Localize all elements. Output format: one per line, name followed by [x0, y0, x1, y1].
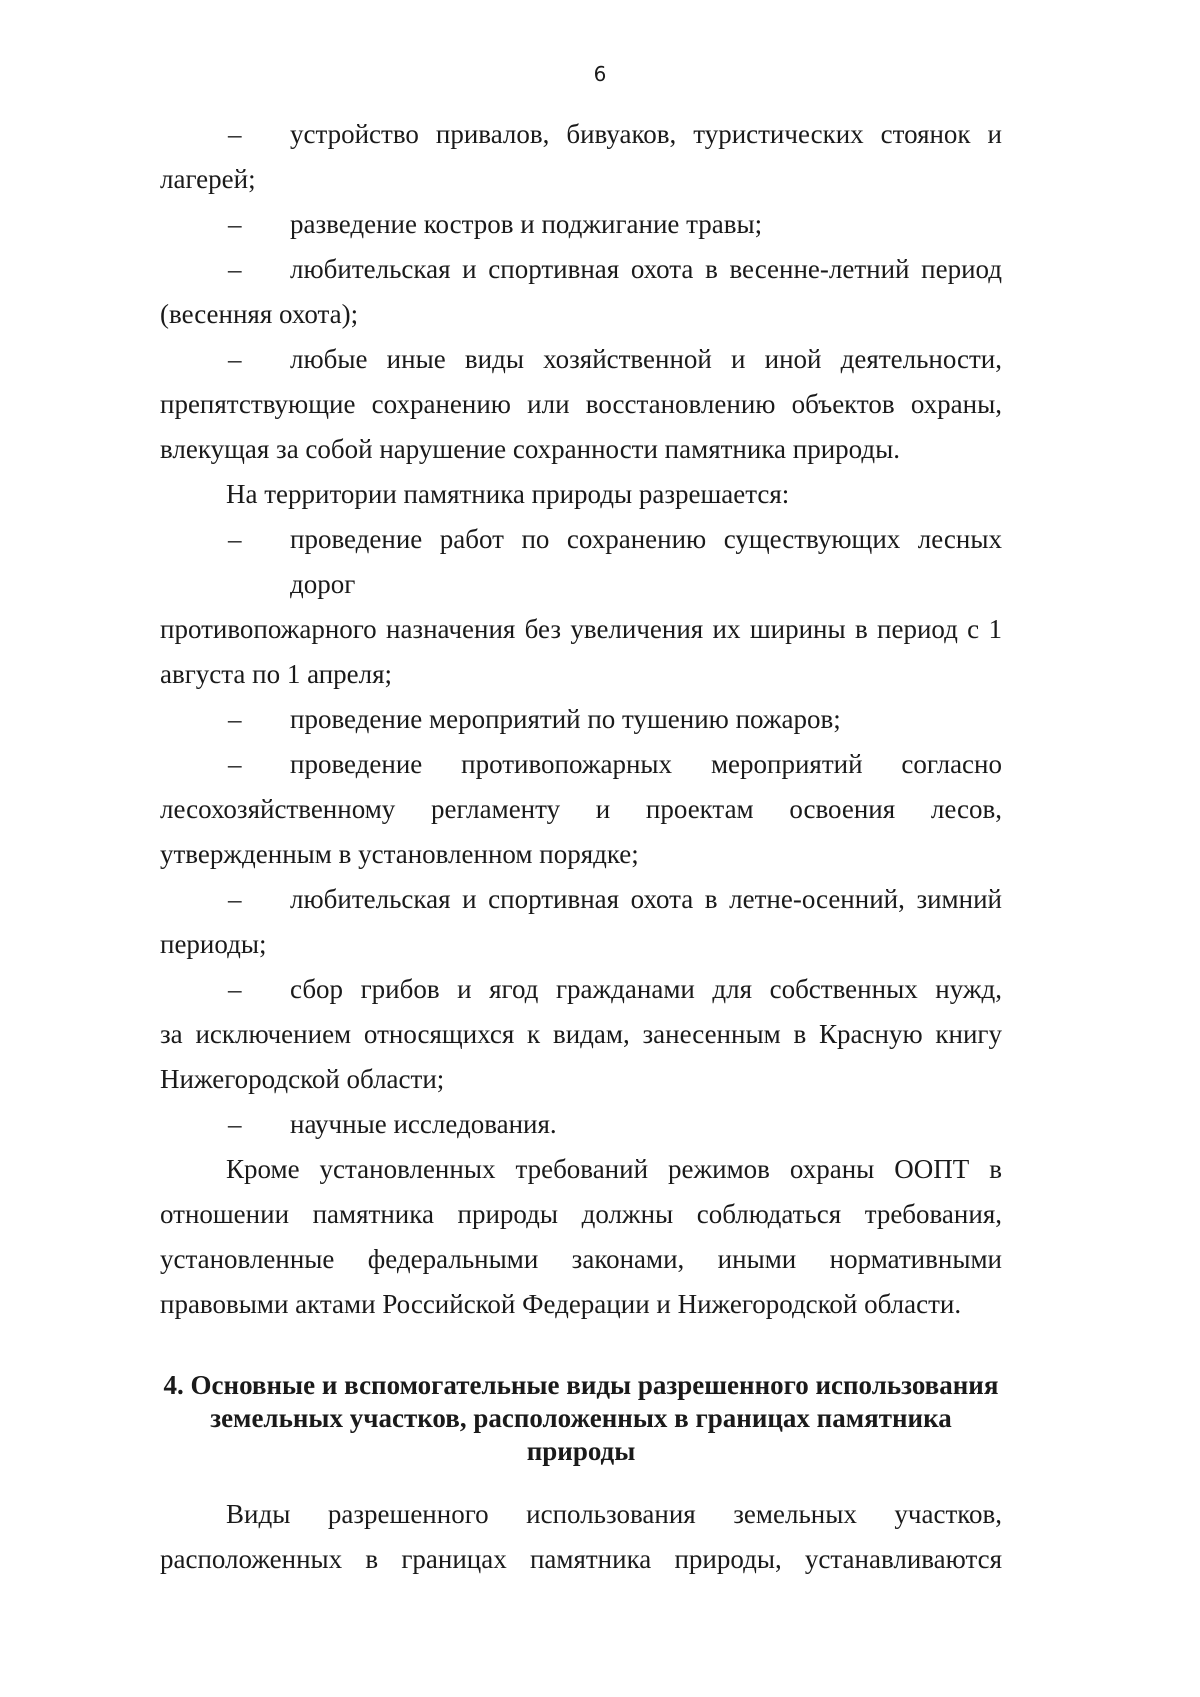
list-item: [160, 247, 1002, 292]
list-item-continuation: лагерей;: [160, 164, 256, 194]
section-heading: [160, 1369, 1002, 1468]
list-item-text: устройство привалов, бивуаков, туристических стоянок и: [290, 119, 1002, 149]
list-item: [160, 517, 1002, 607]
list-item: [160, 742, 1002, 787]
list-item: [160, 202, 1002, 247]
list-item-continuation: лесохозяйственному регламенту и проектам освоения лесов, утвержденным в установленном порядке;: [160, 794, 1002, 869]
list-dash: –: [228, 974, 242, 1004]
list-dash: –: [228, 749, 242, 779]
section-heading-line: 4. Основные и вспомогательные виды разрешенного использования: [163, 1370, 999, 1400]
list-dash: –: [228, 884, 242, 914]
list-item-text: любительская и спортивная охота в летне-осенний, зимний: [290, 884, 1002, 914]
list-item-text: любительская и спортивная охота в весенне-летний период: [290, 254, 1002, 284]
list-item-continuation: (весенняя охота);: [160, 299, 359, 329]
list-item-text: разведение костров и поджигание травы;: [290, 209, 763, 239]
list-item: [160, 112, 1002, 157]
list-item-text: научные исследования.: [290, 1109, 557, 1139]
list-item: [160, 967, 1002, 1012]
section-heading-line: земельных участков, расположенных в границах памятника природы: [210, 1403, 952, 1466]
list-item-continuation: противопожарного назначения без увеличения их ширины в период с 1 августа по 1 апреля;: [160, 614, 1002, 689]
list-item: [160, 877, 1002, 922]
page-number: 6: [593, 62, 607, 86]
document-body: [160, 112, 1002, 1582]
list-dash: –: [228, 524, 242, 554]
list-item: [160, 1102, 1002, 1147]
requirements-paragraph: Кроме установленных требований режимов охраны ООПТ в отношении памятника природы должны соблюдаться требования, установленные федеральными законами, иными нормативными правовыми актами Российской Федерации и Нижегородской области.: [160, 1154, 1002, 1319]
list-item-text: проведение работ по сохранению существующих лесных дорог: [290, 524, 1002, 599]
list-item-continuation: периоды;: [160, 929, 267, 959]
list-item-continuation: за исключением относящихся к видам, занесенным в Красную книгу Нижегородской области;: [160, 1019, 1002, 1094]
list-dash: –: [228, 209, 242, 239]
list-dash: –: [228, 119, 242, 149]
list-dash: –: [228, 254, 242, 284]
list-item-text: сбор грибов и ягод гражданами для собственных нужд,: [290, 974, 1002, 1004]
list-item: [160, 697, 1002, 742]
list-item: [160, 337, 1002, 382]
list-item-text: любые иные виды хозяйственной и иной деятельности,: [290, 344, 1002, 374]
list-dash: –: [228, 344, 242, 374]
list-dash: –: [228, 1109, 242, 1139]
section-paragraph: Виды разрешенного использования земельных участков, расположенных в границах памятника природы, устанавливаются: [160, 1499, 1002, 1574]
list-dash: –: [228, 704, 242, 734]
list-item-text: проведение противопожарных мероприятий согласно: [290, 749, 1002, 779]
list-item-continuation: препятствующие сохранению или восстановлению объектов охраны, влекущая за собой нарушение сохранности памятника природы.: [160, 389, 1002, 464]
allowed-activities-intro: На территории памятника природы разрешается:: [226, 479, 790, 509]
list-item-text: проведение мероприятий по тушению пожаров;: [290, 704, 841, 734]
